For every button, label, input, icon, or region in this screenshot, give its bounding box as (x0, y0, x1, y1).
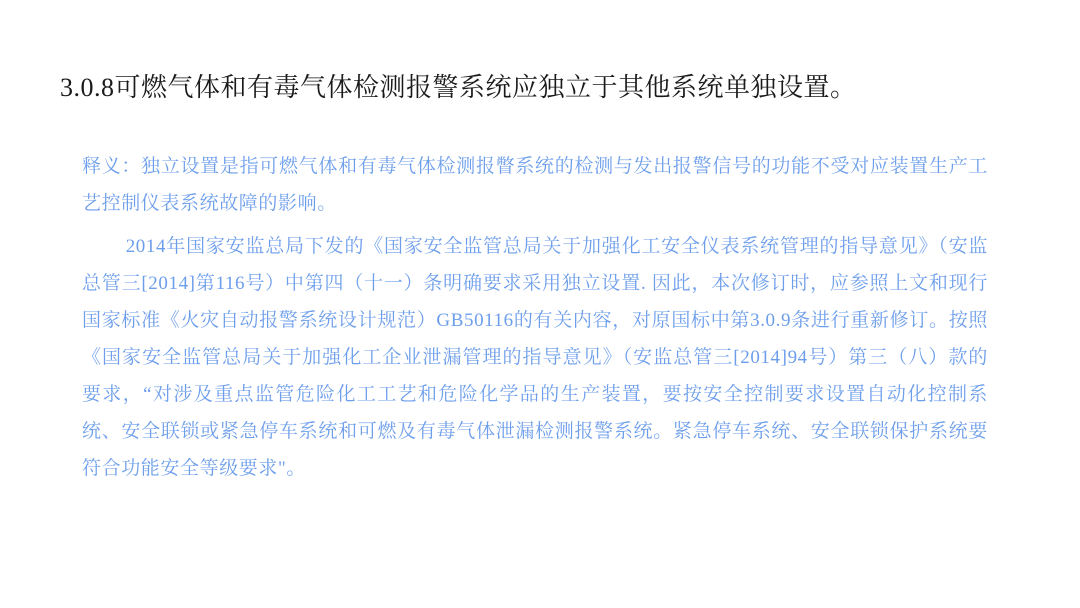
clause-explanation (82, 148, 988, 487)
explanation-paragraph-1: 释义：独立设置是指可燃气体和有毒气体检测报瞥系统的检测与发出报警信号的功能不受对应装置生产工艺控制仪表系统故障的影响。 (82, 156, 988, 214)
clause-heading: 3.0.8可燃气体和有毒气体检测报警系统应独立于其他系统单独设置。 (60, 73, 857, 102)
explanation-paragraph-2: 2014年国家安监总局下发的《国家安全监管总局关于加强化工安全仪表系统管理的指导意见》（安监总管三[2014]第116号）中第四（十一）条明确要求采用独立设置. 因此，本次修订时，应参照上文和现行国家标准《火灾自动报警系统设计规范）GB50116的有关内容，对原国标中第3.0.9条进行重新修订。按照《国家安全监管总局关于加强化工企业泄漏管理的指导意见》（安监总管三[2014]94号）第三（八）款的要求，“对涉及重点监管危险化工工艺和危险化学品的生产装置，要按安全控制要求设置自动化控制系统、安全联锁或紧急停车系统和可燃及有毒气体泄漏检测报警系统。紧急停车系统、安全联锁保护系统要符合功能安全等级要求"。 (82, 236, 988, 479)
